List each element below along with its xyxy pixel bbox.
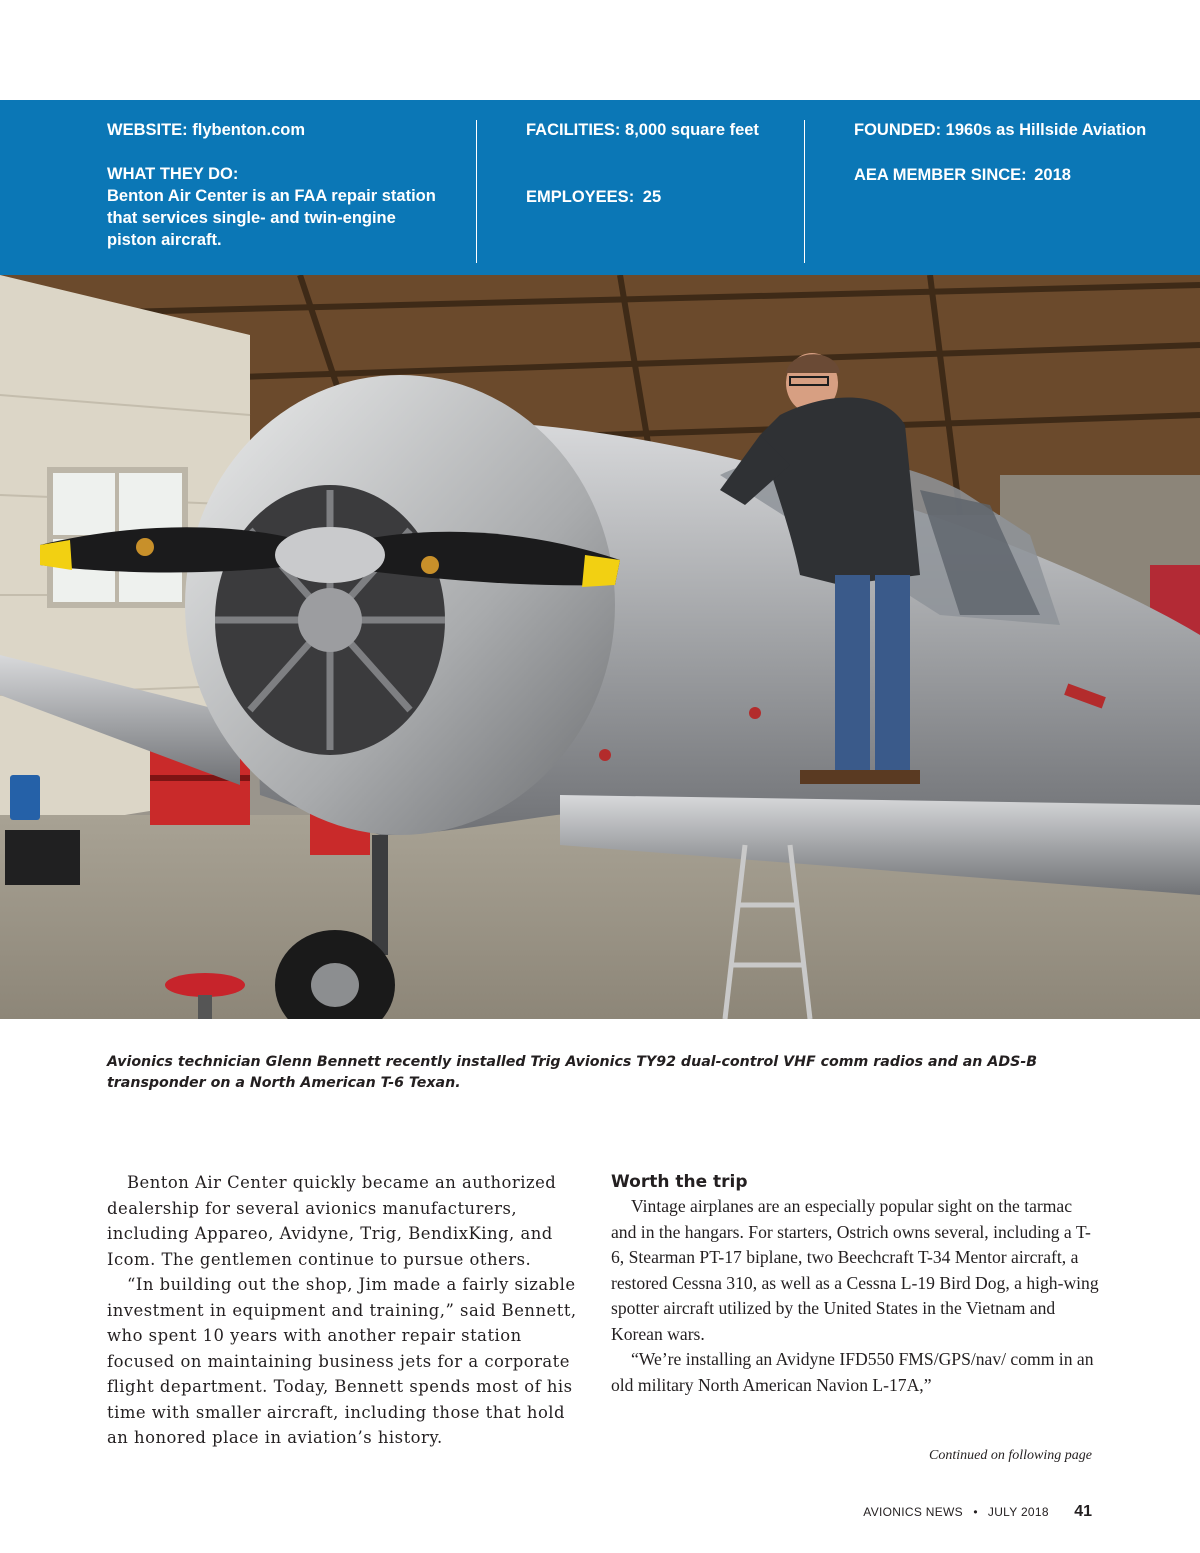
red-stool: [165, 973, 245, 997]
founded-label: FOUNDED:: [854, 121, 942, 139]
employees-label: EMPLOYEES:: [526, 188, 635, 206]
member-value: 2018: [1034, 166, 1071, 184]
issue-date: JULY 2018: [987, 1505, 1049, 1519]
facilities-label: FACILITIES:: [526, 121, 621, 139]
banner-column-facilities: [526, 119, 786, 208]
page-footer: [760, 1503, 1092, 1521]
photo-caption: Avionics technician Glenn Bennett recently installed Trig Avionics TY92 dual-control VHF comm radios and an ADS-B transponder on a North American T-6 Texan.: [107, 1054, 1038, 1091]
employees-value: 25: [642, 188, 662, 206]
facilities-value: 8,000 square feet: [625, 121, 759, 139]
article-left-column: [107, 1170, 577, 1451]
info-banner: [0, 100, 1200, 275]
banner-column-website: [107, 119, 437, 251]
continued-note: Continued on following page: [929, 1448, 1092, 1463]
toolbox: [5, 830, 80, 885]
member-line: [854, 164, 1154, 186]
publication-name: AVIONICS NEWS: [863, 1505, 963, 1519]
founded-value: 1960s as Hillside Aviation: [945, 121, 1147, 139]
section-heading: Worth the trip: [611, 1172, 748, 1192]
employees-line: [526, 186, 786, 208]
banner-divider: [476, 120, 477, 263]
article-right-column: [611, 1170, 1101, 1398]
paragraph: Benton Air Center quickly became an authorized dealership for several avionics manufacturers, including Appareo, Avidyne, Trig, BendixKing, and Icom. The gentlemen continue to pursue others.: [107, 1173, 557, 1269]
aircraft-photo: [0, 275, 1200, 1019]
paragraph: Vintage airplanes are an especially popular sight on the tarmac and in the hangars. For starters, Ostrich owns several, including a T-6, Stearman PT-17 biplane, two Beechcraft T-34 Mentor aircraft, a restored Cessna 310, as well as a Cessna L-19 Bird Dog, a high-wing spotter aircraft utilized by the United States in the Vietnam and Korean wars.: [611, 1196, 1099, 1344]
footer-bullet: •: [973, 1505, 978, 1519]
facilities-line: [526, 119, 786, 141]
member-label: AEA MEMBER SINCE:: [854, 166, 1027, 184]
propeller-hub: [275, 527, 385, 583]
page-number: 41: [1074, 1503, 1092, 1520]
website-line: [107, 119, 437, 141]
paragraph: “We’re installing an Avidyne IFD550 FMS/GPS/nav/ comm in an old military North American Navion L-17A,”: [611, 1349, 1094, 1395]
what-they-do-label: WHAT THEY DO:: [107, 165, 239, 183]
website-label: WEBSITE:: [107, 121, 188, 139]
website-value[interactable]: flybenton.com: [192, 121, 306, 139]
aircraft-photo-illustration: [0, 275, 1200, 1019]
banner-divider: [804, 120, 805, 263]
landing-gear-strut: [372, 835, 388, 955]
founded-line: [854, 119, 1154, 141]
what-they-do-value: Benton Air Center is an FAA repair station that services single- and twin-engine piston aircraft.: [107, 187, 436, 249]
paragraph: “In building out the shop, Jim made a fairly sizable investment in equipment and training,” said Bennett, who spent 10 years with another repair station focused on maintaining business jets for a corporate flight department. Today, Bennett spends most of his time with smaller aircraft, including those that hold an honored place in aviation’s history.: [107, 1275, 577, 1447]
banner-column-founded: [854, 119, 1154, 186]
